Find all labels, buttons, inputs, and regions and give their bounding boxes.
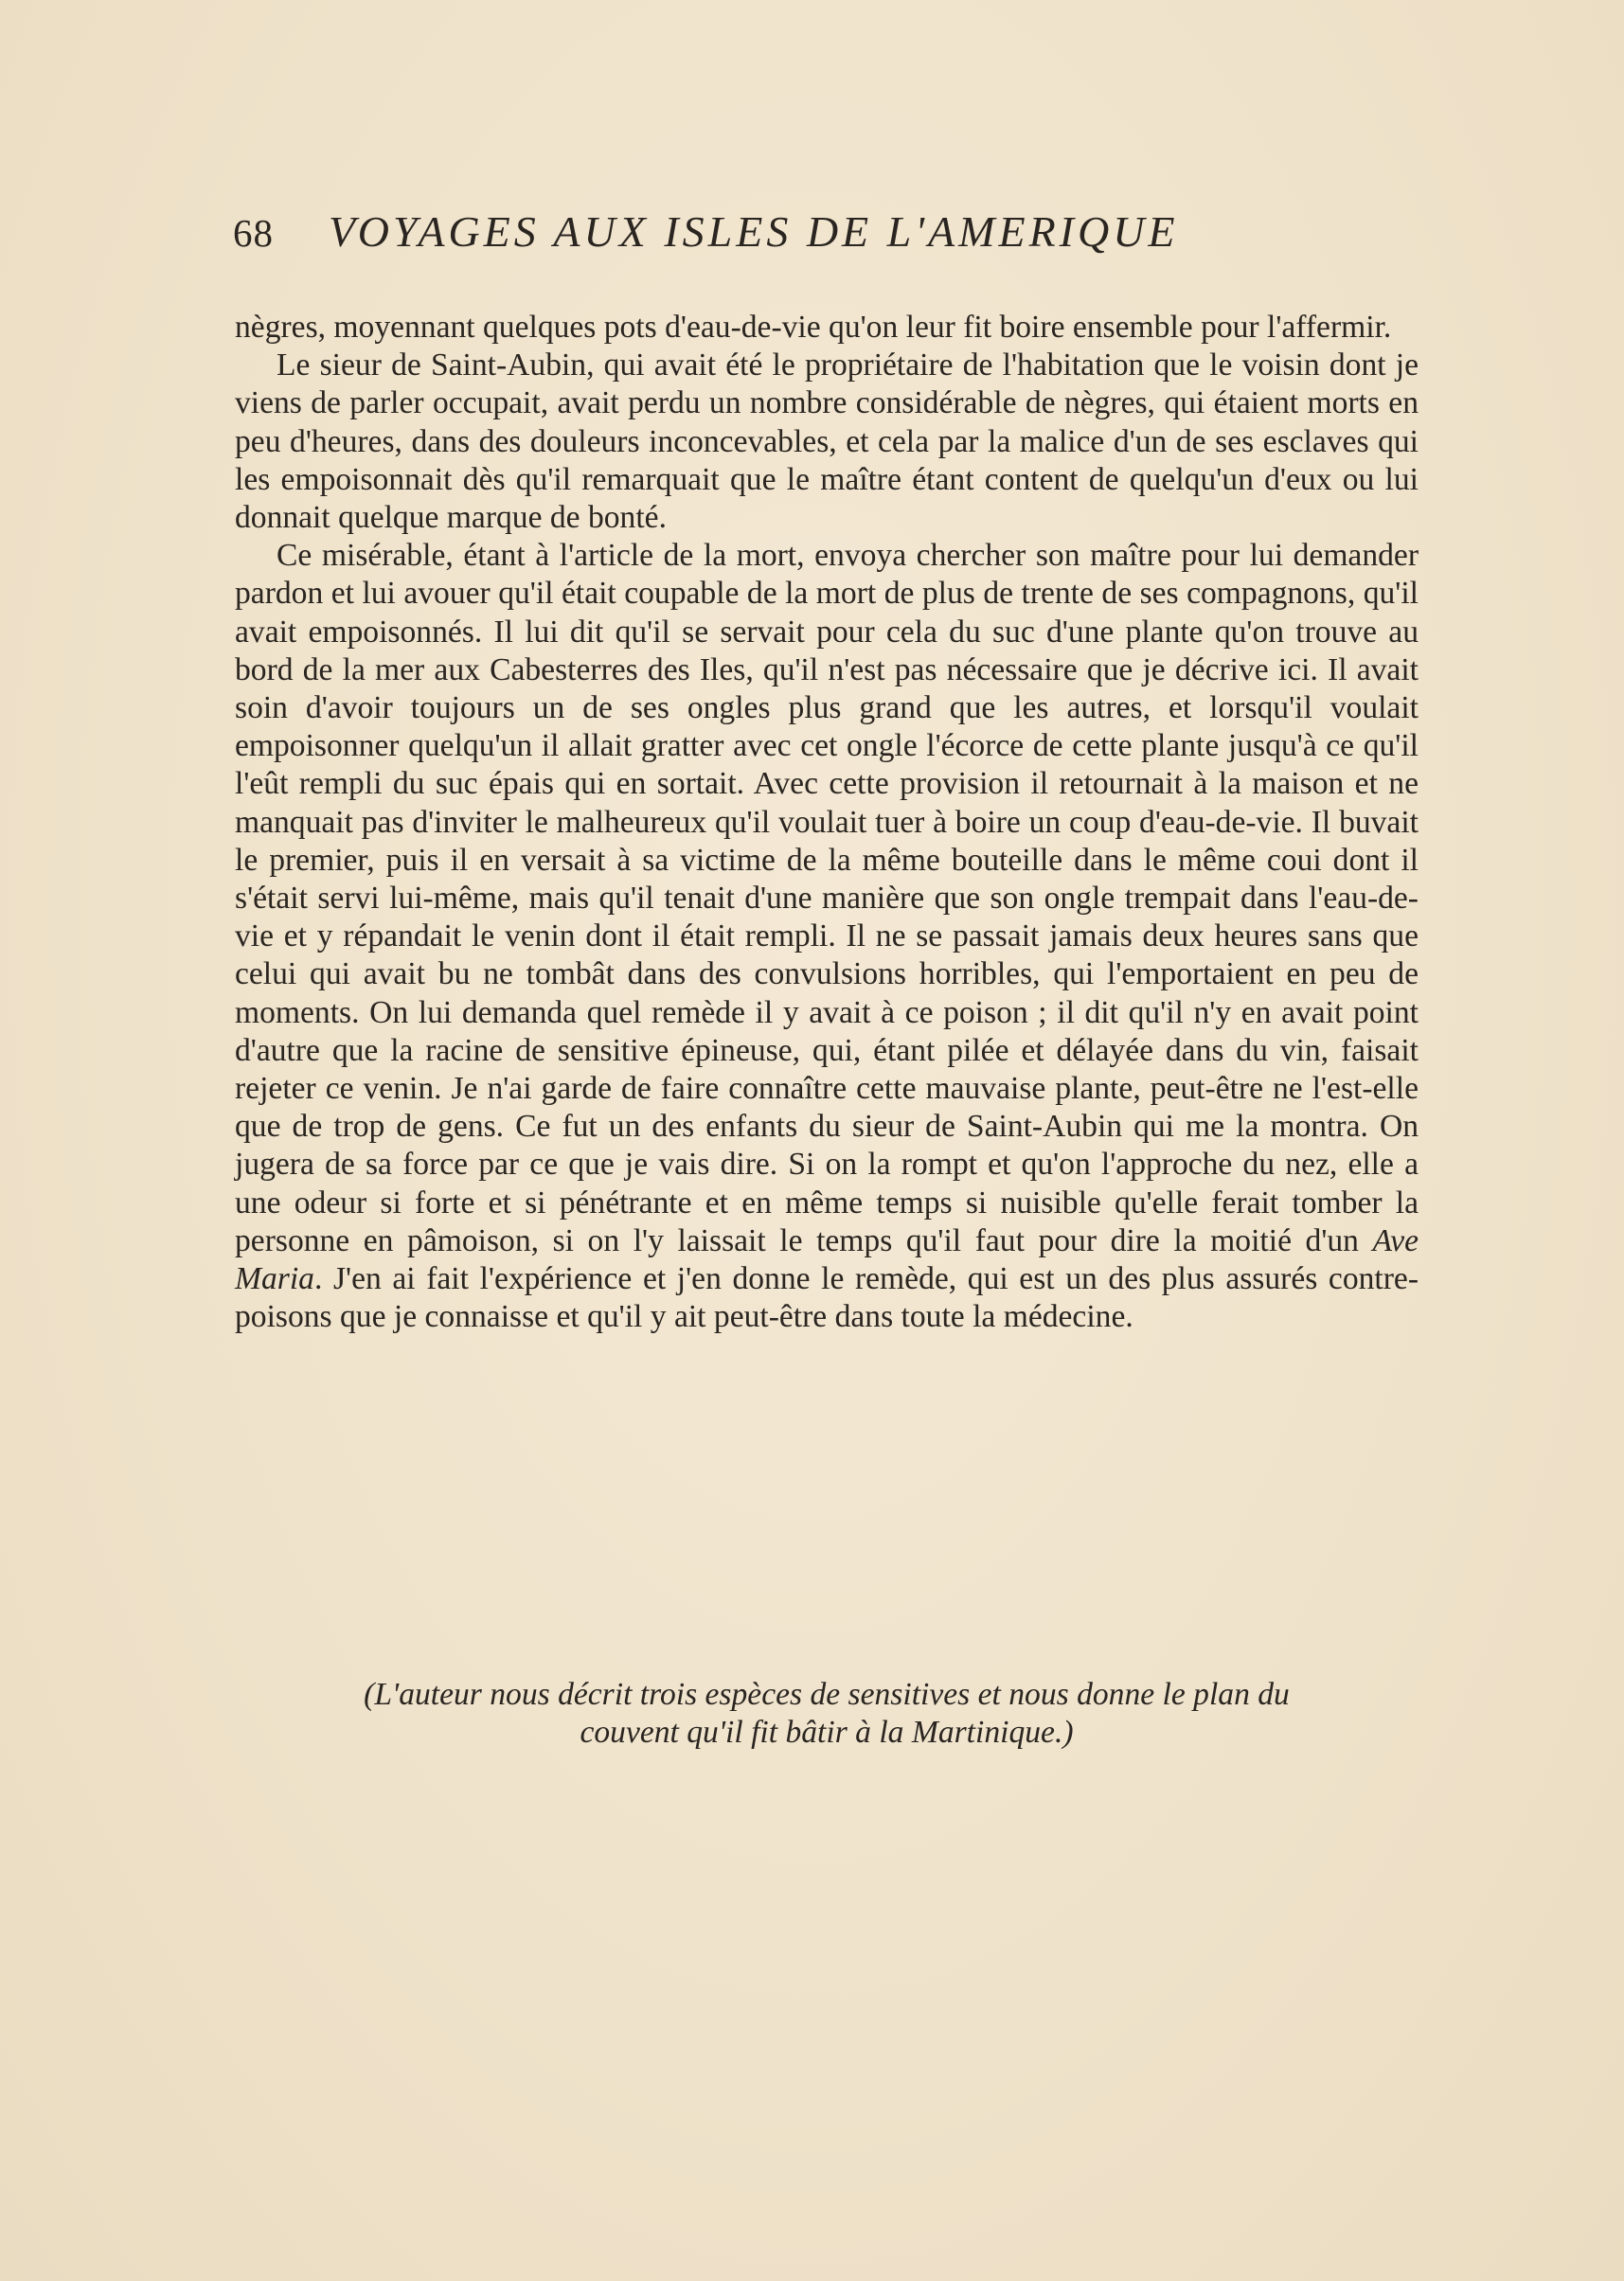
paragraph-2: Le sieur de Saint-Aubin, qui avait été le propriétaire de l'habitation que le voisin dont je viens de parler occupait, avait perdu un nombre considérable de nègres, qui étaient morts en peu d'heures, dans des douleurs inconcevables, et cela par la malice d'un de ses esclaves qui les empoisonnait dès qu'il remarquait que le maître étant content de quelqu'un d'eux ou lui donnait quelque marque de bonté. <box>235 347 1419 536</box>
body-text <box>235 309 1419 1336</box>
paragraph-3-end: . J'en ai fait l'expérience et j'en donne le remède, qui est un des plus assurés contre-poisons que je connaisse et qu'il y ait peut-être dans toute la médecine. <box>235 1261 1419 1335</box>
editorial-note-line-1: (L'auteur nous décrit trois espèces de sensitives et nous donne le plan du <box>364 1677 1290 1712</box>
paragraph-3 <box>235 537 1419 1336</box>
paragraph-1: nègres, moyennant quelques pots d'eau-de-vie qu'on leur fit boire ensemble pour l'affermir. <box>235 310 1392 345</box>
ave-maria-italic: Ave Maria <box>235 1222 1419 1297</box>
editorial-note-line-2: couvent qu'il fit bâtir à la Martinique.) <box>580 1715 1074 1750</box>
paragraph-3-start: Ce misérable, étant à l'article de la mort, envoya chercher son maître pour lui demander pardon et lui avouer qu'il était coupable de la mort de plus de trente de ses compagnons, qu'il avait empoisonnés. Il lui dit qu'il se servait pour cela du suc d'une plante qu'on trouve au bord de la mer aux Cabesterres des Iles, qu'il n'est pas nécessaire que je décrive ici. Il avait soin d'avoir toujours un de ses ongles plus grand que les autres, et lorsqu'il voulait empoisonner quelqu'un il allait gratter avec cet ongle l'écorce de cette plante jusqu'à ce qu'il l'eût rempli du suc épais qui en sortait. Avec cette provision il retournait à la maison et ne manquait pas d'inviter le malheureux qu'il voulait tuer à boire un coup d'eau-de-vie. Il buvait le premier, puis il en versait à sa victime de la même bouteille dans le même coui dont il s'était servi lui-même, mais qu'il tenait d'une manière que son ongle trempait dans l'eau-de-vie et y répandait le venin dont il était rempli. Il ne se passait jamais deux heures sans que celui qui avait bu ne tombât dans des convulsions horribles, qui l'emportaient en peu de moments. On lui demanda quel remède il y avait à ce poison ; il dit qu'il n'y en avait point d'autre que la racine de sensitive épineuse, qui, étant pilée et délayée dans du vin, faisait rejeter ce venin. Je n'ai garde de faire connaître cette mauvaise plante, peut-être ne l'est-elle que de trop de gens. Ce fut un des enfants du sieur de Saint-Aubin qui me la montra. On jugera de sa force par ce que je vais dire. Si on la rompt et qu'on l'approche du nez, elle a une odeur si forte et si pénétrante et en même temps si nuisible qu'elle ferait tomber la personne en pâmoison, si on l'y laissait le temps qu'il faut pour dire la moitié d'un <box>235 538 1419 1258</box>
running-title: VOYAGES AUX ISLES DE L'AMERIQUE <box>329 207 1179 256</box>
page-number: 68 <box>233 211 274 255</box>
page-header <box>233 206 1417 273</box>
editorial-note <box>235 1676 1419 1752</box>
